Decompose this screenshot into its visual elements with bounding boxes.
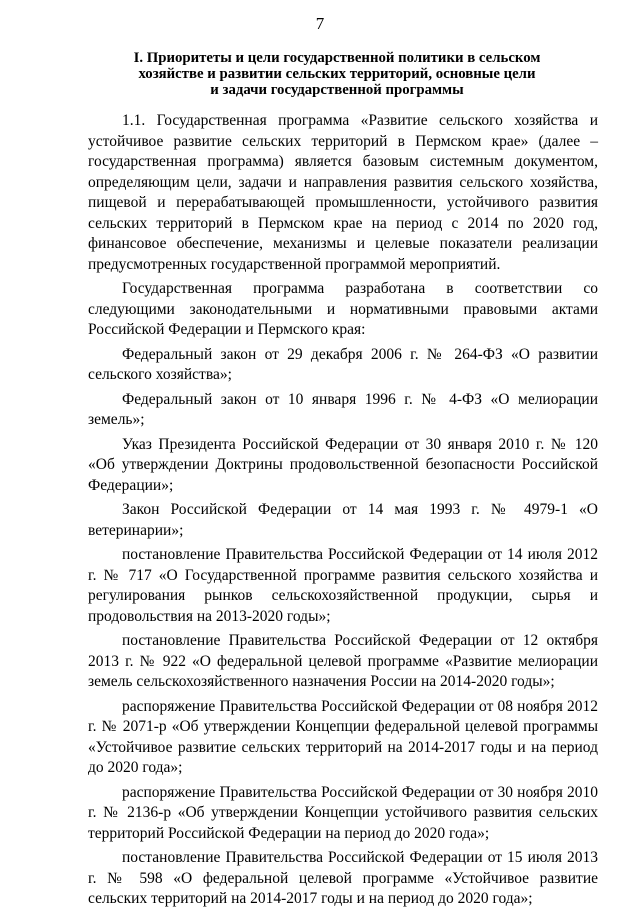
paragraph-legal-basis-intro: Государственная программа разработана в соответствии со следующими законодательными и нормативными правовыми актами Российской Федерации и Пермского края: [88, 280, 598, 338]
list-item-federal-law-4: Федеральный закон от 10 января 1996 г. № 4-ФЗ «О мелиорации земель»; [88, 390, 598, 428]
list-item-resolution-717: постановление Правительства Российской Федерации от 14 июля 2012 г. № 717 «О Государственной программе развития сельского хозяйства и регулирования рынков сельскохозяйственной продукции, сырья и продовольствия на 2013-2020 годы»; [88, 546, 598, 625]
list-item-law-4979-1: Закон Российской Федерации от 14 мая 1993 г. № 4979-1 «О ветеринарии»; [88, 501, 598, 539]
list-item-order-2071-r: распоряжение Правительства Российской Федерации от 08 ноября 2012 г. № 2071-р «Об утверждении Концепции федеральной целевой программы «Устойчивое развитие сельских территорий на 2014-2017 годы и на период до 2020 года»; [88, 697, 598, 776]
list-item-order-2136-r: распоряжение Правительства Российской Федерации от 30 ноября 2010 г. № 2136-р «Об утверждении Концепции устойчивого развития сельских территорий Российской Федерации на период до 2020 года»; [88, 783, 598, 842]
paragraph-program-description: 1.1. Государственная программа «Развитие сельского хозяйства и устойчивое развитие сельских территорий в Пермском крае» (далее – государственная программа) является базовым системным документом, определяющим цели, задачи и направления развития сельского хозяйства, пищевой и перерабатывающей промышленности, устойчивого развития сельских территорий в Пермском крае на период с 2014 по 2020 год, финансовое обеспечение, механизмы и целевые показатели реализации предусмотренных государственной программой мероприятий. [88, 112, 598, 273]
heading-line-2: хозяйстве и развитии сельских территорий, основные цели [138, 66, 536, 82]
page-number: 7 [315, 14, 325, 33]
document-body [88, 111, 598, 910]
list-item-presidential-decree-120: Указ Президента Российской Федерации от 30 января 2010 г. № 120 «Об утверждении Доктрины продовольственной безопасности Российской Федерации»; [88, 435, 598, 494]
list-item-resolution-922: постановление Правительства Российской Федерации от 12 октября 2013 г. № 922 «О федеральной целевой программе «Развитие мелиорации земель сельскохозяйственного назначения России на 2014-2020 годы»; [88, 632, 598, 690]
heading-line-3: и задачи государственной программы [210, 82, 464, 98]
list-item-federal-law-264: Федеральный закон от 29 декабря 2006 г. № 264-ФЗ «О развитии сельского хозяйства»; [88, 345, 598, 383]
heading-line-1: I. Приоритеты и цели государственной политики в сельском [133, 50, 541, 66]
section-heading [88, 50, 586, 98]
list-item-resolution-598: постановление Правительства Российской Федерации от 15 июля 2013 г. № 598 «О федеральной целевой программе «Устойчивое развитие сельских территорий на 2014-2017 годы и на период до 2020 года»; [88, 849, 598, 907]
